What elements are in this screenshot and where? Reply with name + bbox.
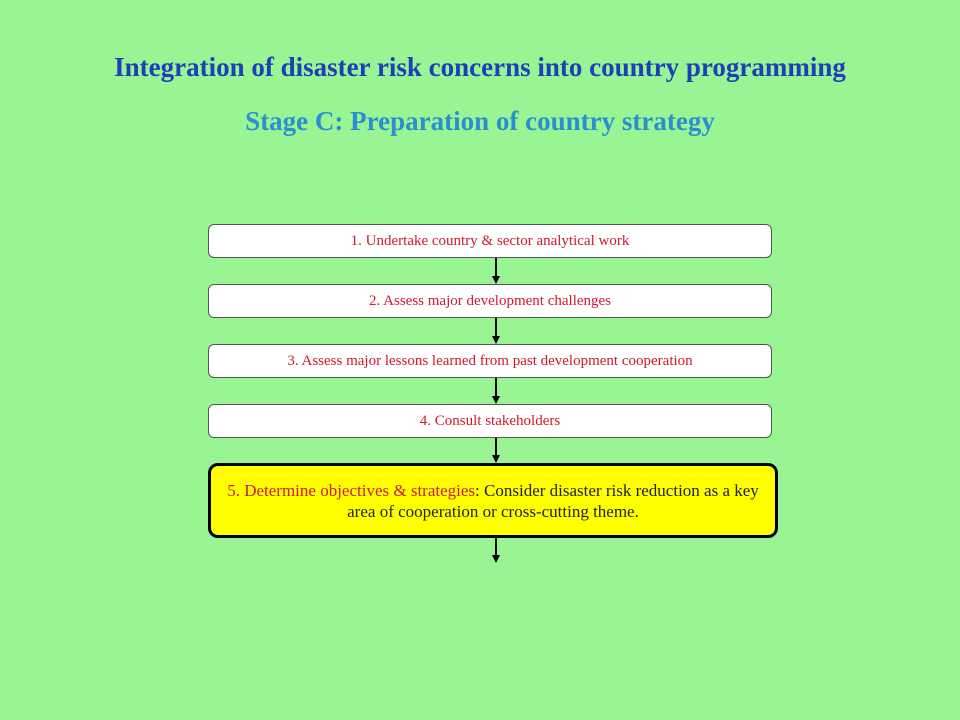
step-2-label: 2. Assess major development challenges: [368, 292, 612, 309]
page-subtitle: Stage C: Preparation of country strategy: [245, 106, 715, 136]
step-5-body: Consider disaster risk reduction as a key area of cooperation or cross-cutting theme.: [347, 480, 759, 521]
page-title: Integration of disaster risk concerns into country programming: [114, 52, 846, 82]
step-4-box: [208, 404, 772, 438]
step-5-lead: 5. Determine objectives & strategies: [227, 480, 476, 500]
step-3-box: [208, 344, 772, 378]
step-4-label: 4. Consult stakeholders: [419, 412, 561, 429]
step-1-label: 1. Undertake country & sector analytical work: [350, 232, 630, 249]
step-2-box: [208, 284, 772, 318]
step-3-label: 3. Assess major lessons learned from past development cooperation: [287, 352, 693, 369]
step-1-box: [208, 224, 772, 258]
step-5-box-highlighted: [208, 463, 778, 538]
step-5-colon: :: [475, 480, 480, 500]
step-5-text: [223, 480, 763, 522]
